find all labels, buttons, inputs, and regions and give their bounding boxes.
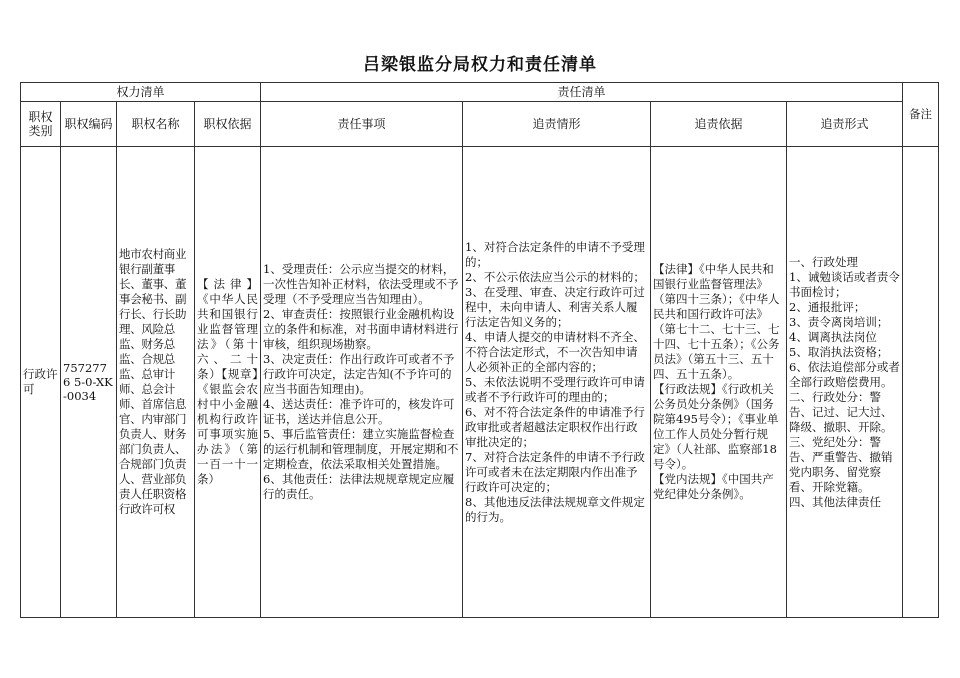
form-item: 4、调离执法岗位 xyxy=(789,329,877,344)
header-accountability-forms: 追责形式 xyxy=(787,102,903,147)
case-item: 6、对不符合法定条件的申请准予行政审批或者超越法定职权作出行政审批决定的； xyxy=(465,404,645,449)
section-power-list: 权力清单 xyxy=(21,83,261,102)
header-power-category: 职权类别 xyxy=(21,102,61,147)
case-item: 1、对符合法定条件的申请不予受理的； xyxy=(465,239,645,269)
cell-accountability-basis xyxy=(651,147,787,618)
duty-item: 2、审查责任：按照银行业金融机构设立的条件和标准，对书面申请材料进行审核，组织现场勘察。 xyxy=(263,307,459,351)
header-power-code: 职权编码 xyxy=(61,102,117,147)
form-item: 一、行政处理 xyxy=(789,254,859,269)
duty-item: 6、其他责任：法律法规规章规定应履行的责任。 xyxy=(263,472,455,501)
cell-remarks xyxy=(903,147,939,618)
basis-item: 【行政法规】《行政机关公务员处分条例》（国务院第495号令）；《事业单位工作人员处分暂行规定》（人社部、监察部18号令）。 xyxy=(653,382,779,471)
header-duties: 责任事项 xyxy=(261,102,463,147)
form-item: 1、诫勉谈话或者责令书面检讨； xyxy=(789,269,900,299)
case-item: 7、对符合法定条件的申请不予行政许可或者未在法定期限内作出准予行政许可决定的； xyxy=(465,449,645,494)
page-title: 吕梁银监分局权力和责任清单 xyxy=(363,55,597,75)
cell-power-category: 行政许可 xyxy=(21,147,61,618)
duty-item: 1、受理责任：公示应当提交的材料，一次性告知补正材料，依法受理或不予受理（不予受理应当告知理由）。 xyxy=(263,262,459,306)
duty-item: 4、送达责任：准予许可的，核发许可证书，送达并信息公开。 xyxy=(263,397,455,426)
header-power-name: 职权名称 xyxy=(117,102,195,147)
header-accountability-cases: 追责情形 xyxy=(463,102,651,147)
form-item: 3、责令离岗培训； xyxy=(789,314,889,329)
basis-item: 【法律】《中华人民共和国银行业监督管理法》（第四十三条）；《中华人民共和国行政许可法》（第七十二、七十三、七十四、七十五条）；《公务员法》（第五十三、五十四、五十五条）。 xyxy=(653,262,780,381)
case-item: 4、申请人提交的申请材料不齐全、不符合法定形式，不一次告知申请人必须补正的全部内容的； xyxy=(465,329,645,374)
duty-item: 5、事后监管责任：建立实施监督检查的运行机制和管理制度，开展定期和不定期检查，依法采取相关处置措施。 xyxy=(263,427,459,471)
header-accountability-basis: 追责依据 xyxy=(651,102,787,147)
header-remarks: 备注 xyxy=(903,83,939,147)
cell-accountability-forms xyxy=(787,147,903,618)
form-item: 四、其他法律责任 xyxy=(789,494,882,509)
duty-item: 3、决定责任：作出行政许可或者不予行政许可决定，法定告知(不予许可的应当书面告知理由)。 xyxy=(263,352,455,396)
case-item: 2、不公示依法应当公示的材料的； xyxy=(465,269,645,284)
cell-duties xyxy=(261,147,463,618)
cell-accountability-cases xyxy=(463,147,651,618)
form-item: 2、通报批评； xyxy=(789,299,866,314)
cell-power-name: 地市农村商业银行副董事长、董事、董事会秘书、副行长、行长助理、风险总监、财务总监、合规总监、总审计师、总会计师、首席信息官、内审部门负责人、财务部门负责人、合规部门负责人、营业部负责人任职资格行政许可权 xyxy=(117,147,195,618)
section-responsibility-list: 责任清单 xyxy=(261,83,903,102)
cell-power-code: 7572776 5-0-XK-0034 xyxy=(61,147,117,618)
form-item: 6、依法追偿部分或者全部行政赔偿费用。 xyxy=(789,359,900,389)
form-item: 二、行政处分：警告、记过、记大过、降级、撤职、开除。 xyxy=(789,389,893,434)
form-item: 5、取消执法资格； xyxy=(789,344,889,359)
case-item: 8、其他违反法律法规规章文件规定的行为。 xyxy=(465,494,645,524)
form-item: 三、党纪处分：警告、严重警告、撤销党内职务、留党察看、开除党籍。 xyxy=(789,434,893,494)
case-item: 3、在受理、审查、决定行政许可过程中，未向申请人、利害关系人履行法定告知义务的； xyxy=(465,284,645,329)
case-item: 5、未依法说明不受理行政许可申请或者不予行政许可的理由的； xyxy=(465,374,645,404)
power-responsibility-table xyxy=(20,82,939,618)
basis-item: 【党内法规】《中国共产党纪律处分条例》。 xyxy=(653,472,774,501)
header-power-basis: 职权依据 xyxy=(195,102,261,147)
cell-power-basis: 【法律】《中华人民共和国银行业监督管理法》（第十六、二十条）【规章】《银监会农村中小金融机构行政许可事项实施办法》（第一百一十一条） xyxy=(195,147,261,618)
